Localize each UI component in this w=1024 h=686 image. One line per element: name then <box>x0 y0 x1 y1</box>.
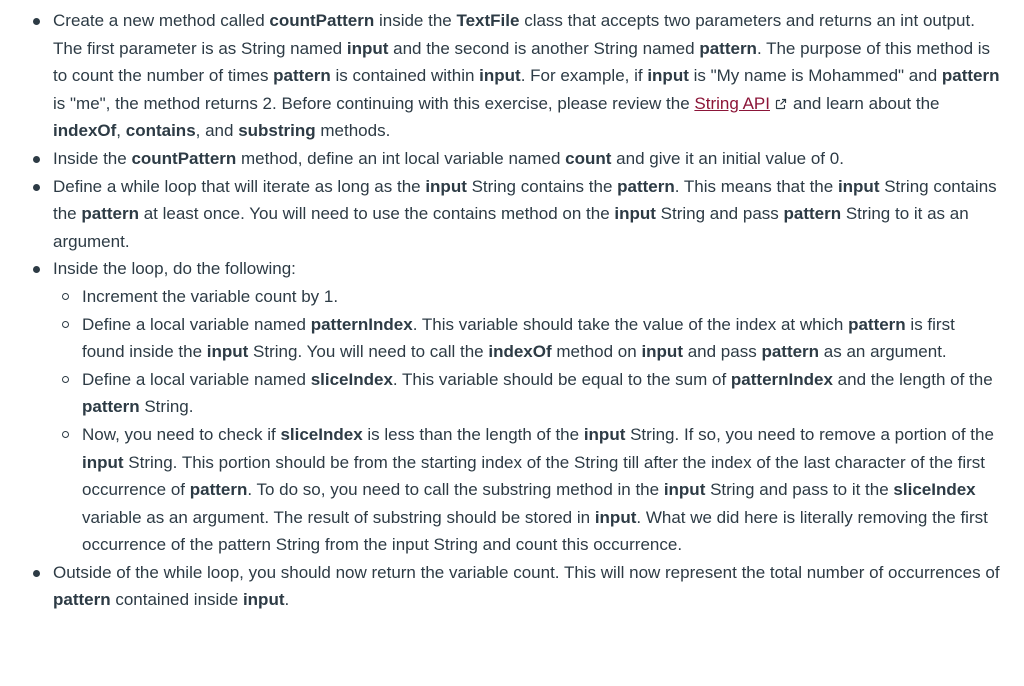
text-span: Now, you need to check if <box>82 424 281 444</box>
bold-term: pattern <box>82 397 140 417</box>
bold-term: input <box>583 424 626 444</box>
text-span: String and pass <box>655 204 784 224</box>
bold-term: input <box>647 66 689 86</box>
sub-list <box>53 283 1000 559</box>
bold-term: substring <box>238 121 316 141</box>
text-span: . <box>284 590 290 610</box>
text-span: . This variable should be equal to the sum of <box>392 369 731 389</box>
text-span: and the second is another String named <box>388 38 700 58</box>
bold-term: input <box>594 507 637 527</box>
sub-list-item <box>82 311 1000 366</box>
text-span: class that accepts two parameters and returns an int output. The first parameter is as String named <box>53 11 975 58</box>
bold-term: pattern <box>273 66 331 86</box>
bold-term: indexOf <box>488 342 552 362</box>
bold-term: TextFile <box>456 11 520 30</box>
bold-term: input <box>641 342 683 362</box>
text-span: is contained within <box>330 66 480 86</box>
text-span: String contains the <box>53 176 997 224</box>
text-span: . The purpose of this method is to count the number of times <box>53 38 991 86</box>
sub-list-item <box>82 283 1000 311</box>
list-item <box>53 559 1000 614</box>
text-span: Outside of the while loop, you should now return the variable count. This will now represent the total number of occurrences of <box>53 562 1000 582</box>
bold-term: input <box>614 204 656 224</box>
text-span: inside the <box>374 11 457 30</box>
text-span: . What we did here is literally removing the first occurrence of the pattern String from the input String and count this occurrence. <box>82 507 988 555</box>
text-span: . This variable should take the value of the index at which <box>412 314 849 334</box>
text-span: . For example, if <box>520 66 648 86</box>
text-span: . To do so, you need to call the substring method in the <box>247 480 664 500</box>
bold-term: input <box>479 66 521 86</box>
text-span: is first found inside the <box>82 314 955 362</box>
bold-term: pattern <box>53 590 111 610</box>
bold-term: sliceIndex <box>280 424 363 444</box>
text-span: as an argument. <box>819 342 947 362</box>
bold-term: input <box>242 590 285 610</box>
text-span: methods. <box>315 121 391 141</box>
text-span: and pass <box>682 342 762 362</box>
text-span: at least once. You will need to use the contains method on the <box>138 204 615 224</box>
bold-term: input <box>346 38 389 58</box>
list-item <box>53 145 1000 173</box>
text-span: and the length of the <box>832 369 993 389</box>
bold-term: pattern <box>81 204 139 224</box>
text-span: String. If so, you need to remove a portion of the <box>625 424 994 444</box>
text-span: . This means that the <box>674 176 838 196</box>
text-span: Define a local variable named <box>82 314 311 334</box>
bold-term: pattern <box>783 204 842 224</box>
text-span: , and <box>195 121 239 141</box>
bold-term: count <box>565 148 612 168</box>
bold-term: patternIndex <box>310 314 413 334</box>
text-span: String. <box>139 397 194 417</box>
bold-term: pattern <box>189 480 248 500</box>
text-span: and learn about the <box>793 93 940 113</box>
text-span: String. This portion should be from the starting index of the String till after the index of the last character of the first occurrence of <box>82 452 986 500</box>
bold-term: contains <box>125 121 196 141</box>
list-item <box>53 255 1000 559</box>
bold-term: countPattern <box>131 148 237 168</box>
text-span: Define a local variable named <box>82 369 311 389</box>
instructions-content <box>0 7 1000 614</box>
text-span: contained inside <box>110 590 243 610</box>
text-span: Define a while loop that will iterate as long as the <box>53 176 426 196</box>
text-span: is less than the length of the <box>362 424 584 444</box>
text-span: , <box>116 121 126 141</box>
bold-term: input <box>82 452 124 472</box>
text-span: Increment the variable count by 1. <box>82 286 339 306</box>
bold-term: pattern <box>617 176 675 196</box>
text-span: String to it as an argument. <box>53 204 969 251</box>
bold-term: sliceIndex <box>310 369 393 389</box>
bold-term: pattern <box>699 38 757 58</box>
text-span: is "My name is Mohammed" and <box>688 66 942 86</box>
text-span: Inside the loop, do the following: <box>53 259 296 279</box>
text-span: Inside the <box>53 148 132 168</box>
text-span: String and pass to it the <box>705 480 894 500</box>
text-span: is "me", the method returns 2. Before continuing with this exercise, please review the <box>53 93 695 113</box>
text-span: method on <box>551 342 642 362</box>
text-span: String. You will need to call the <box>248 342 489 362</box>
text-span: method, define an int local variable named <box>236 148 566 168</box>
sub-list-item <box>82 421 1000 559</box>
text-span: and give it an initial value of 0. <box>611 148 844 168</box>
bold-term: countPattern <box>269 11 375 30</box>
bold-term: indexOf <box>53 121 117 141</box>
bold-term: patternIndex <box>730 369 833 389</box>
text-span: String contains the <box>466 176 618 196</box>
text-span: variable as an argument. The result of substring should be stored in <box>82 507 595 527</box>
text-span: Create a new method called <box>53 11 270 30</box>
bold-term: input <box>206 342 249 362</box>
string-api-link[interactable]: String API <box>694 93 770 113</box>
external-link-icon[interactable] <box>775 98 787 110</box>
bold-term: input <box>425 176 467 196</box>
sub-list-item <box>82 366 1000 421</box>
bold-term: pattern <box>941 66 1000 86</box>
bold-term: pattern <box>848 314 906 334</box>
bold-term: input <box>663 480 706 500</box>
bold-term: input <box>837 176 880 196</box>
instruction-list <box>0 7 1000 614</box>
bold-term: sliceIndex <box>893 480 976 500</box>
list-item <box>53 173 1000 256</box>
list-item <box>53 7 1000 145</box>
bold-term: pattern <box>761 342 820 362</box>
